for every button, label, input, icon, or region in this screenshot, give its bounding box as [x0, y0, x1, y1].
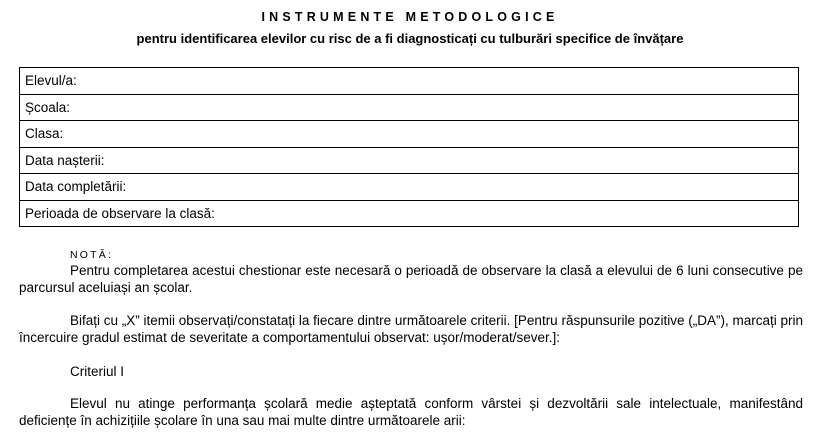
note-text: Pentru completarea acestui chestionar este necesară o perioadă de observare la clasă a elevului de 6 luni consecutive pe parcursul aceluiași an școlar.	[19, 263, 803, 295]
school-row	[20, 94, 799, 121]
observation-period-field[interactable]: Perioada de observare la clasă:	[20, 200, 799, 227]
instructions-text: Bifați cu „X” itemii observați/constatați la fiecare dintre următoarele criterii. [Pentru răspunsurile pozitive („DA”), marcați prin încercuire gradul estimat de severitate a comportamentului observat: ușor/moderat/sever.]:	[19, 313, 804, 345]
completion-date-field[interactable]: Data completării:	[20, 174, 799, 201]
note-label: NOTĂ:	[70, 249, 114, 261]
criterion-text: Elevul nu atinge performanța școlară medie așteptată conform vârstei și dezvoltării sale intelectuale, manifestând deficiențe în achizițiile școlare în una sau mai multe dintre următoarele arii:	[19, 396, 803, 428]
class-row	[20, 121, 799, 148]
completion-date-row	[20, 174, 799, 201]
birth-date-field[interactable]: Data nașterii:	[20, 147, 799, 174]
observation-period-row	[20, 200, 799, 227]
student-info-table	[19, 67, 799, 227]
document-subtitle: pentru identificarea elevilor cu risc de a fi diagnosticați cu tulburări specifice de învățare	[136, 31, 684, 46]
student-name-field[interactable]: Elevul/a:	[20, 68, 799, 95]
class-field[interactable]: Clasa:	[20, 121, 799, 148]
document-title: INSTRUMENTE METODOLOGICE	[261, 10, 559, 24]
criterion-heading: Criteriul I	[70, 364, 125, 379]
school-field[interactable]: Școala:	[20, 94, 799, 121]
student-name-row	[20, 68, 799, 95]
birth-date-row	[20, 147, 799, 174]
